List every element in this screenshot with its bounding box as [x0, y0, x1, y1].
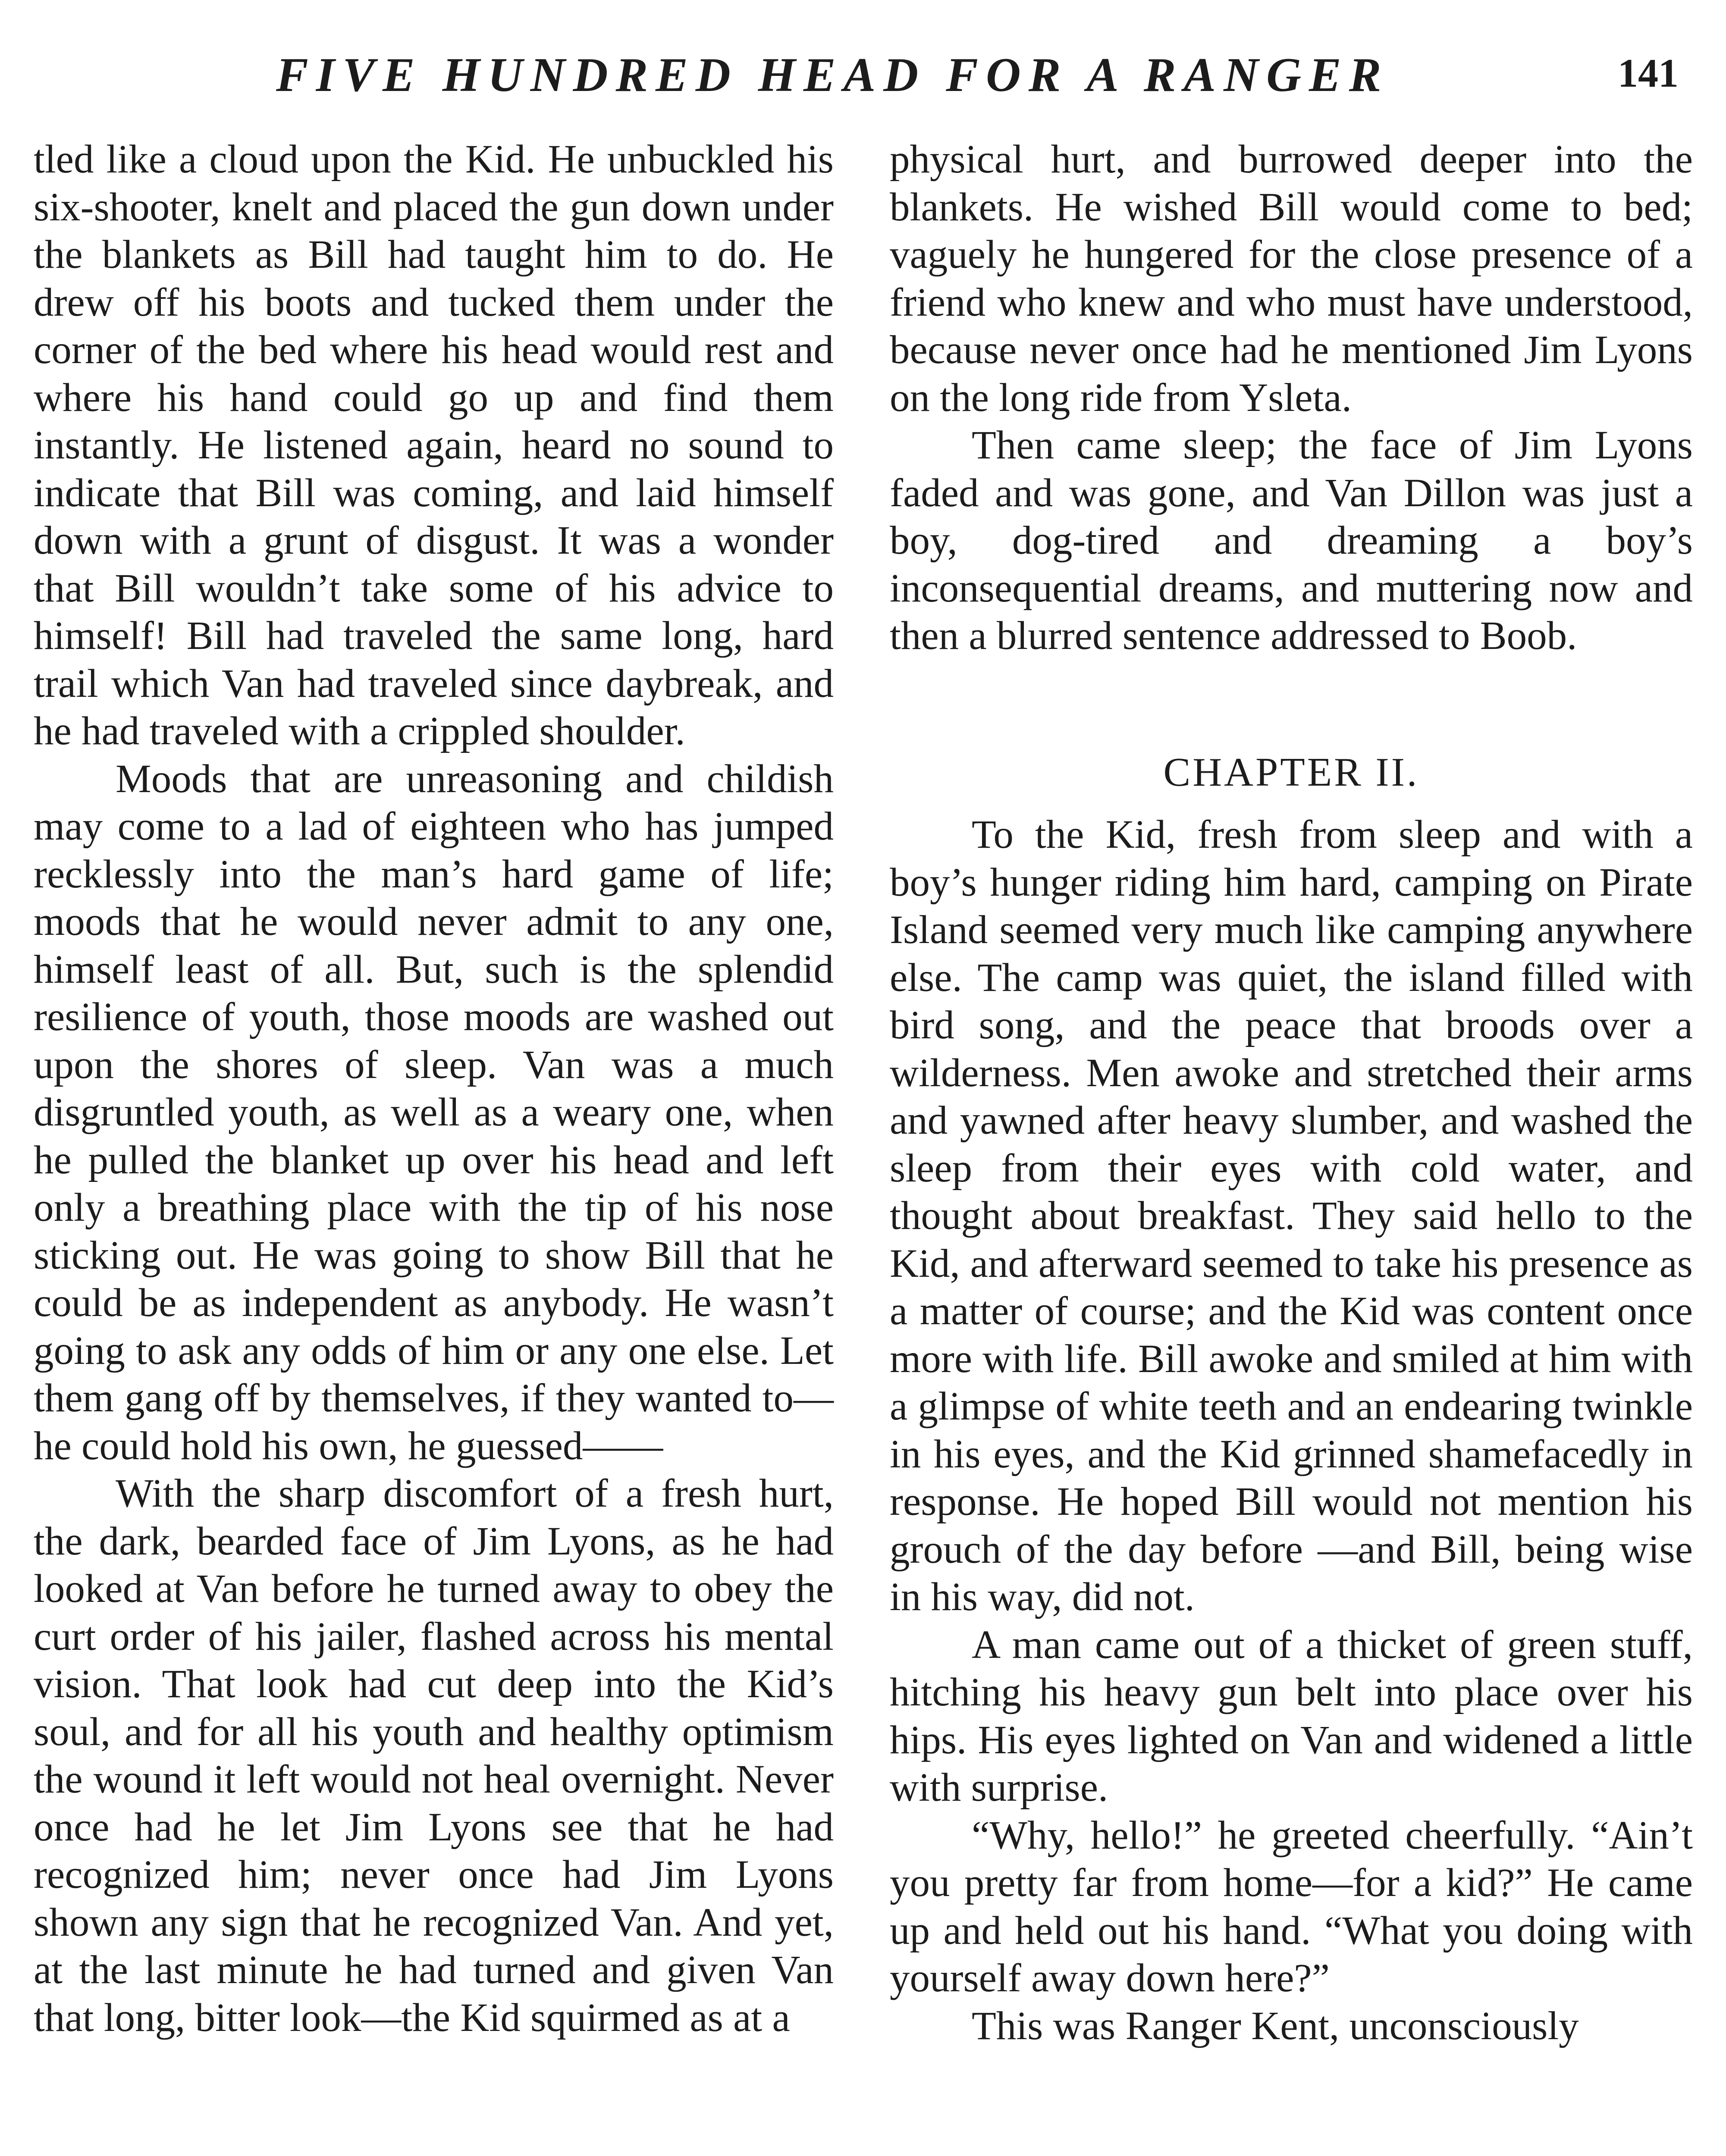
chapter-heading: CHAPTER II.	[1163, 749, 1419, 795]
paragraph: Then came sleep; the face of Jim Lyons faded and was gone, and Van Dillon was just a boy, dog-tired and dreaming a boy’s inconsequential dreams, and muttering now and then a blurred sentence addressed to Boob.	[890, 423, 1693, 658]
paragraph: To the Kid, fresh from sleep and with a boy’s hunger riding him hard, camping on Pirate Island seemed very much like camping anywhere else. The camp was quiet, the island filled with bird song, and the peace that broods over a wilderness. Men awoke and stretched their arms and yawned after heavy slumber, and washed the sleep from their eyes with cold water, and thought about breakfast. They said hello to the Kid, and afterward seemed to take his presence as a matter of course; and the Kid was content once more with life. Bill awoke and smiled at him with a glimpse of white teeth and an endearing twinkle in his eyes, and the Kid grinned shamefacedly in response. He hoped Bill would not mention his grouch of the day before —and Bill, being wise in his way, did not.	[890, 812, 1693, 1619]
right-column	[890, 136, 1693, 2050]
paragraph: A man came out of a thicket of green stuff, hitching his heavy gun belt into place over his hips. His eyes lighted on Van and widened a little with surprise.	[890, 1622, 1693, 1810]
page-number: 141	[1618, 51, 1679, 96]
paragraph: “Why, hello!” he greeted cheerfully. “Ain’t you pretty far from home—for a kid?” He came up and held out his hand. “What you doing with yourself away down here?”	[890, 1813, 1693, 2000]
running-title: FIVE HUNDRED HEAD FOR A RANGER	[276, 48, 1389, 102]
page-header	[0, 47, 1726, 108]
left-column	[34, 136, 834, 2042]
paragraph: With the sharp discomfort of a fresh hurt, the dark, bearded face of Jim Lyons, as he had looked at Van before he turned away to obey the curt order of his jailer, flashed across his mental vision. That look had cut deep into the Kid’s soul, and for all his youth and healthy optimism the wound it left would not heal overnight. Never once had he let Jim Lyons see that he had recognized him; never once had Jim Lyons shown any sign that he recognized Van. And yet, at the last minute he had turned and given Van that long, bitter look—the Kid squirmed as at a	[34, 1471, 834, 2040]
paragraph: tled like a cloud upon the Kid. He unbuckled his six-shooter, knelt and placed the gun down under the blankets as Bill had taught him to do. He drew off his boots and tucked them under the corner of the bed where his head would rest and where his hand could go up and find them instantly. He listened again, heard no sound to indicate that Bill was coming, and laid himself down with a grunt of disgust. It was a wonder that Bill wouldn’t take some of his advice to himself! Bill had traveled the same long, hard trail which Van had traveled since daybreak, and he had traveled with a crippled shoulder.	[34, 137, 834, 753]
paragraph: This was Ranger Kent, unconsciously	[972, 2003, 1579, 2048]
paragraph: physical hurt, and burrowed deeper into the blankets. He wished Bill would come to bed; vaguely he hungered for the close presence of a friend who knew and who must have understood, because never once had he mentioned Jim Lyons on the long ride from Ysleta.	[890, 137, 1693, 420]
paragraph: Moods that are unreasoning and childish may come to a lad of eighteen who has jumped recklessly into the man’s hard game of life; moods that he would never admit to any one, himself least of all. But, such is the splendid resilience of youth, those moods are washed out upon the shores of sleep. Van was a much disgruntled youth, as well as a weary one, when he pulled the blanket up over his head and left only a breathing place with the tip of his nose sticking out. He was going to show Bill that he could be as independent as anybody. He wasn’t going to ask any odds of him or any one else. Let them gang off by themselves, if they wanted to—he could hold his own, he guessed——	[34, 756, 834, 1468]
